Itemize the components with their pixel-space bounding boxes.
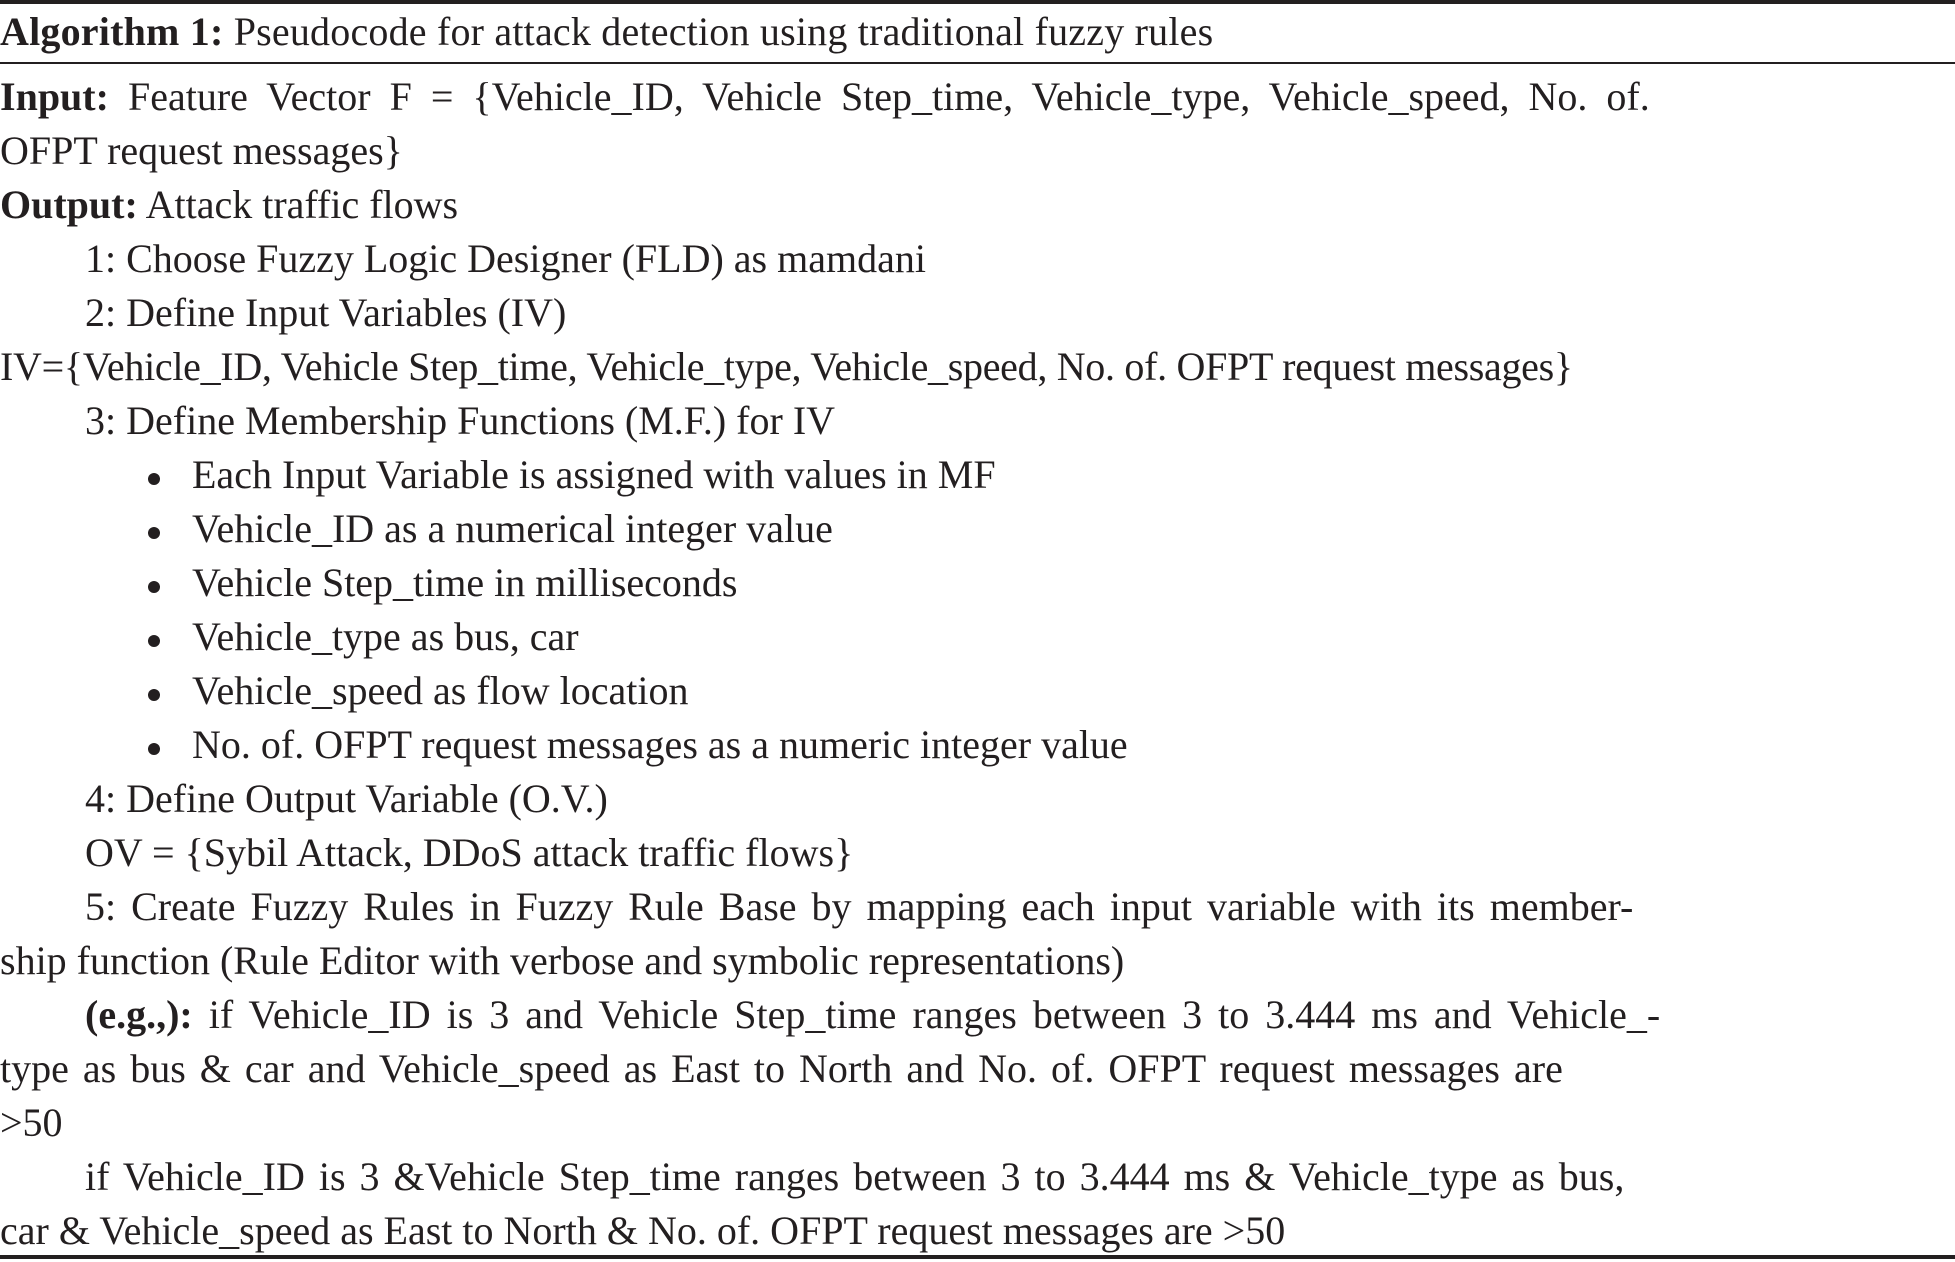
example-line-3: >50 xyxy=(0,1100,63,1145)
bullet-item: Vehicle_type as bus, car xyxy=(0,610,1955,664)
step-2: 2: Define Input Variables (IV) xyxy=(85,290,567,335)
input-text: Feature Vector F = {Vehicle_ID, Vehicle Step_time, Vehicle_type, Vehicle_speed, No. of. xyxy=(127,74,1650,119)
example-text: if Vehicle_ID is 3 and Vehicle Step_time ranges between 3 to 3.444 ms and Vehicle_- xyxy=(208,992,1661,1037)
output-line xyxy=(0,178,1955,232)
algorithm-title: Pseudocode for attack detection using traditional fuzzy rules xyxy=(233,9,1214,54)
bullet-item: Vehicle_ID as a numerical integer value xyxy=(0,502,1955,556)
output-text: Attack traffic flows xyxy=(145,182,459,227)
bullet-icon xyxy=(148,743,160,755)
example-line-2: type as bus & car and Vehicle_speed as East to North and No. of. OFPT request messages are xyxy=(0,1046,1563,1091)
step-5-line-1: 5: Create Fuzzy Rules in Fuzzy Rule Base by mapping each input variable with its member- xyxy=(85,884,1634,929)
bullet-icon xyxy=(148,689,160,701)
bullet-icon xyxy=(148,473,160,485)
bullet-icon xyxy=(148,635,160,647)
bullet-item: Vehicle_speed as flow location xyxy=(0,664,1955,718)
bullet-item: Vehicle Step_time in milliseconds xyxy=(0,556,1955,610)
step-4-definition: OV = {Sybil Attack, DDoS attack traffic flows} xyxy=(85,830,854,875)
step-2-definition: IV={Vehicle_ID, Vehicle Step_time, Vehicle_type, Vehicle_speed, No. of. OFPT request messages} xyxy=(0,344,1573,389)
alt-rule-line-2: car & Vehicle_speed as East to North & No. of. OFPT request messages are >50 xyxy=(0,1208,1286,1253)
output-label: Output: xyxy=(0,182,138,227)
bottom-rule xyxy=(0,1255,1955,1259)
bullet-icon xyxy=(148,581,160,593)
example-label: (e.g.,): xyxy=(85,992,193,1037)
algorithm-body xyxy=(0,64,1955,1258)
input-label: Input: xyxy=(0,74,109,119)
algorithm-label: Algorithm 1: xyxy=(0,9,224,54)
input-line-1 xyxy=(0,70,1955,124)
example-line-1 xyxy=(0,988,1955,1042)
input-line-2: OFPT request messages} xyxy=(0,128,403,173)
step-1: 1: Choose Fuzzy Logic Designer (FLD) as mamdani xyxy=(85,236,926,281)
bullet-item: No. of. OFPT request messages as a numeric integer value xyxy=(0,718,1955,772)
alt-rule-line-1: if Vehicle_ID is 3 &Vehicle Step_time ranges between 3 to 3.444 ms & Vehicle_type as bus, xyxy=(85,1154,1625,1199)
algorithm-caption xyxy=(0,4,1955,62)
step-3: 3: Define Membership Functions (M.F.) for IV xyxy=(85,398,836,443)
step-5-line-2: ship function (Rule Editor with verbose and symbolic representations) xyxy=(0,938,1125,983)
bullet-item: Each Input Variable is assigned with values in MF xyxy=(0,448,1955,502)
bullet-icon xyxy=(148,527,160,539)
step-4: 4: Define Output Variable (O.V.) xyxy=(85,776,608,821)
